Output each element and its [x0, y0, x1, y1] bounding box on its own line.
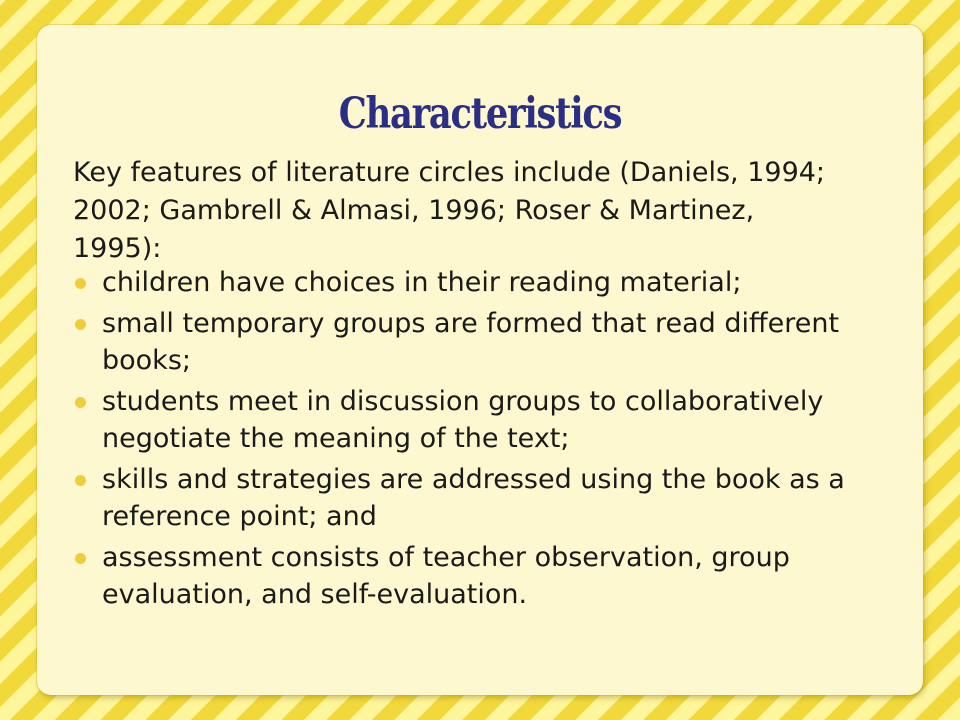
list-item	[73, 539, 893, 613]
list-item-text: assessment consists of teacher observation, group evaluation, and self-evaluation.	[102, 542, 790, 610]
list-item	[73, 461, 893, 535]
list-item	[73, 305, 893, 379]
list-item-text: students meet in discussion groups to collaboratively negotiate the meaning of the text;	[102, 386, 824, 454]
bullet-icon	[75, 553, 86, 564]
slide-title: Characteristics	[338, 89, 622, 139]
bullet-list	[73, 264, 893, 617]
list-item-text: small temporary groups are formed that read different books;	[102, 308, 840, 376]
bullet-icon	[75, 319, 86, 330]
bullet-icon	[75, 278, 86, 289]
list-item-text: children have choices in their reading material;	[102, 267, 742, 298]
intro-text: Key features of literature circles include (Daniels, 1994; 2002; Gambrell & Almasi, 1996; Roser & Martinez, 1995):	[73, 157, 826, 264]
list-item	[73, 383, 893, 457]
bullet-icon	[75, 475, 86, 486]
bullet-icon	[75, 397, 86, 408]
list-item	[73, 264, 893, 301]
list-item-text: skills and strategies are addressed using the book as a reference point; and	[102, 464, 845, 532]
